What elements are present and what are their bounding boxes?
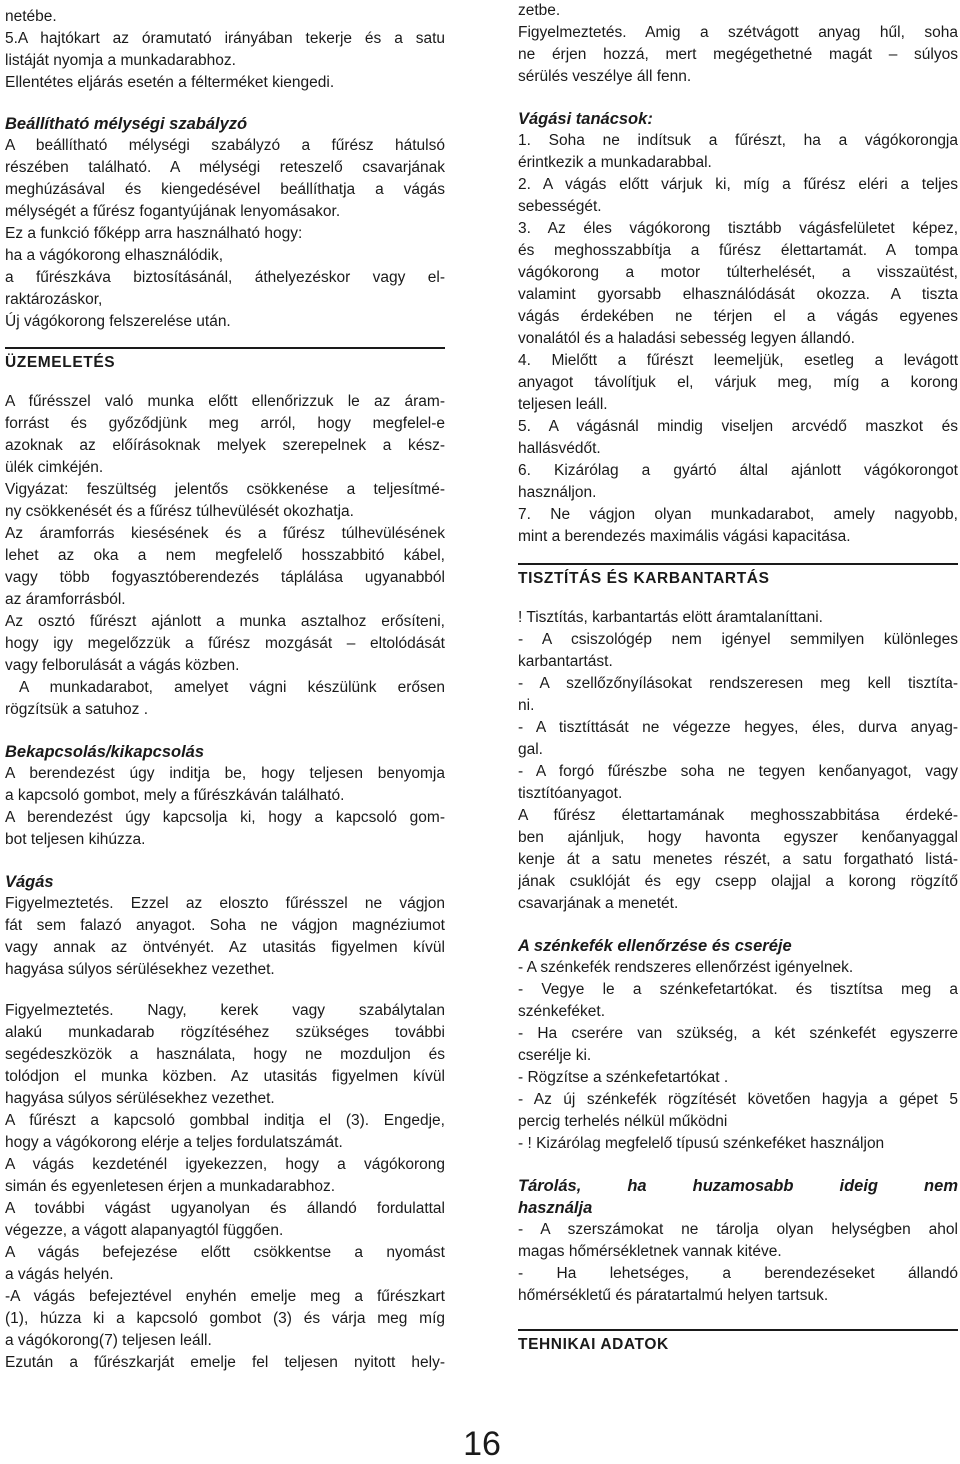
text-line: 5. A vágásnál mindig viseljen arcvédő maszkot és — [518, 418, 958, 435]
text-line: zetbe. — [518, 2, 561, 19]
text-line: tisztítóanyagot. — [518, 785, 623, 802]
text-line: - A szellőzőnyílásokat rendszeresen meg kell tisztíta- — [518, 675, 958, 692]
section-title-cutting-tips: Vágási tanácsok: — [518, 110, 653, 128]
text-line: ben ajánljuk, hogy havonta egyszer kenőanyaggal — [518, 829, 958, 846]
text-line: ! Tisztítás, karbantartás elött áramtalaníttani. — [518, 609, 823, 626]
text-line: ha a vágókorong elhasználódik, — [5, 247, 224, 264]
section-title-operation: ÜZEMELETÉS — [5, 347, 445, 374]
text-line: - ! Kizárólag megfelelő típusú szénkeféket használjon — [518, 1135, 885, 1152]
text-line: Figyelmeztetés. Ezzel az eloszto fűrésszel ne vágjon — [5, 895, 445, 912]
text-line: A berendezést úgy inditja be, hogy teljesen benyomja — [5, 765, 445, 782]
text-line: Ezután a fűrészkarját emelje fel teljesen nyitott hely- — [5, 1354, 445, 1371]
text-line: Az áramforrás kiesésének és a fűrész túlhevülésének — [5, 525, 445, 542]
text-line: alakú munkadarab rögzítéséhez szükséges további — [5, 1024, 445, 1041]
text-line: 7. Ne vágjon olyan munkadarabot, amely nagyobb, — [518, 506, 958, 523]
text-line: lehet az oka a nem megfelelő hosszabbitó kábel, — [5, 547, 445, 564]
text-line: cserélje ki. — [518, 1047, 592, 1064]
text-line: Új vágókorong felszerelése után. — [5, 313, 231, 330]
text-line: - Az új szénkefék rögzítését követően hagyja a gépet 5 — [518, 1091, 958, 1108]
text-line: ülék cimkéjén. — [5, 459, 104, 476]
text-line: részében található. A mélységi reteszelő csavarjának — [5, 159, 445, 176]
text-line: vagy felborulását a vágás közben. — [5, 657, 240, 674]
text-line: végezze, a vágott alapanyagtól függően. — [5, 1222, 284, 1239]
text-line: 5.A hajtókart az óramutató irányában tekerje és a satu — [5, 30, 445, 47]
text-line: (1), húzza ki a kapcsoló gombot (3) és várja meg míg — [5, 1310, 445, 1327]
text-line: -A vágás befejeztével enyhén emelje meg a fűrészkart — [5, 1288, 445, 1305]
text-line: mélységét a fűrész fogantyújának lenyomásakor. — [5, 203, 341, 220]
text-line: vágókorong a motor túlterhelését, a visszaütést, — [518, 264, 958, 281]
text-line: hagyása súlyos sérülésekhez vezethet. — [5, 961, 275, 978]
text-line: magas hőmérsékletnek vannak kitéve. — [518, 1243, 782, 1260]
page-number: 16 — [463, 1425, 501, 1463]
text-line: Figyelmeztetés. Nagy, kerek vagy szabálytalan — [5, 1002, 445, 1019]
text-line: ni. — [518, 697, 535, 714]
text-line: A fűrésszel való munka előtt ellenőrizzuk le az áram- — [5, 393, 445, 410]
text-line: fát sem falazó anyagot. Soha ne vágjon magnéziumot — [5, 917, 445, 934]
text-line: A vágás kezdeténél igyekezzen, hogy a vágókorong — [5, 1156, 445, 1173]
text-line: meghúzásával és kiengedésével beállíthatja a vágás — [5, 181, 445, 198]
text-line: érintkezik a munkadarabbal. — [518, 154, 712, 171]
text-line: 1. Soha ne indítsuk a fűrészt, ha a vágókorongja — [518, 132, 958, 149]
text-line: a vágókorong(7) teljesen leáll. — [5, 1332, 212, 1349]
section-title-switch: Bekapcsolás/kikapcsolás — [5, 743, 205, 761]
text-line: 6. Kizárólag a gyártó által ajánlott vágókorongot — [518, 462, 958, 479]
text-line: ny csökkenését és a fűrész túlhevülését okozhatja. — [5, 503, 354, 520]
text-line: csavarjának a menetét. — [518, 895, 679, 912]
text-line: hogy igy megelőzzük a fűrész mozgását – eltolódását — [5, 635, 445, 652]
text-line: hőmérsékletű és páratartalmú helyen tartsuk. — [518, 1287, 829, 1304]
text-line: - A csiszológép nem igényel semmilyen különleges — [518, 631, 958, 648]
section-title-cleaning-maintenance: TISZTÍTÁS ÉS KARBANTARTÁS — [518, 563, 958, 590]
text-line: teljesen leáll. — [518, 396, 608, 413]
section-title-storage-cont: használja — [518, 1199, 593, 1217]
text-line: 3. Az éles vágókorong tisztább vágásfelületet képez, — [518, 220, 958, 237]
text-line: karbantartást. — [518, 653, 613, 670]
text-line: vágás érdekében ne térjen el a vágás egyenes — [518, 308, 958, 325]
left-column — [5, 0, 445, 1374]
text-line: valamint gyorsabb elhasználódását okozza. A tiszta — [518, 286, 958, 303]
section-title-storage: Tárolás, ha huzamosabb ideig nem — [518, 1177, 958, 1195]
text-line: gal. — [518, 741, 543, 758]
text-line: szénkeféket. — [518, 1003, 606, 1020]
right-column — [518, 0, 958, 1356]
text-line: A munkadarabot, amelyet vágni készülünk erősen — [19, 679, 445, 696]
text-line: Az osztó fűrészt ajánlott a munka asztalhoz erősíteni, — [5, 613, 445, 630]
text-line: ne érjen hozzá, mert megégethetné magát – súlyos — [518, 46, 958, 63]
text-line: segédeszközök a használata, hogy ne mozduljon és — [5, 1046, 445, 1063]
text-line: A beállítható mélységi szabályzó a fűrész hátulsó — [5, 137, 445, 154]
text-line: - Vegye le a szénkefetartókat. és tisztítsa meg a — [518, 981, 958, 998]
text-line: Ez a funkció főképp arra használható hogy: — [5, 225, 303, 242]
text-line: és meghosszabbítja a fűrész élettartamát. A tompa — [518, 242, 958, 259]
section-title-depth-gauge: Beállítható mélységi szabályzó — [5, 115, 248, 133]
text-line: - A tisztíttását ne végezze hegyes, éles, durva anyag- — [518, 719, 958, 736]
text-line: a vágás helyén. — [5, 1266, 114, 1283]
text-line: a fűrészkáva biztosításánál, áthelyezéskor vagy el- — [5, 269, 445, 286]
text-line: percig terhelés nélkül működni — [518, 1113, 728, 1130]
text-line: A vágás befejezése előtt csökkentse a nyomást — [5, 1244, 445, 1261]
text-line: rögzítsük a satuhoz . — [5, 701, 149, 718]
text-line: a kapcsoló gombot, mely a fűrészkáván található. — [5, 787, 345, 804]
text-line: tolódjon el munka közben. Az utasitás figyelmen kívül — [5, 1068, 445, 1085]
text-line: anyagot távolítjuk el, várjuk meg, míg a korong — [518, 374, 958, 391]
text-line: - A szénkefék rendszeres ellenőrzést igényelnek. — [518, 959, 854, 976]
section-title-carbon-brushes: A szénkefék ellenőrzése és cseréje — [518, 937, 792, 955]
text-line: használjon. — [518, 484, 597, 501]
text-line: vonalától és a haladási sebesség legyen állandó. — [518, 330, 855, 347]
section-title-technical-data: TEHNIKAI ADATOK — [518, 1329, 958, 1356]
text-line: vagy több fogyasztóberendezés táplálása ugyanabból — [5, 569, 445, 586]
text-line: sebességét. — [518, 198, 602, 215]
text-line: kenje át a satu menetes részét, a satu forgatható listá- — [518, 851, 958, 868]
text-line: - Ha lehetséges, a berendezéseket állandó — [518, 1265, 958, 1282]
text-line: Figyelmeztetés. Amig a szétvágott anyag hűl, soha — [518, 24, 958, 41]
text-line: hagyása súlyos sérülésekhez vezethet. — [5, 1090, 275, 1107]
text-line: A fűrészt a kapcsoló gombbal inditja el (3). Engedje, — [5, 1112, 445, 1129]
text-line: sérülés veszélye áll fenn. — [518, 68, 692, 85]
text-line: - A forgó fűrészbe soha ne tegyen kenőanyagot, vagy — [518, 763, 958, 780]
text-line: hallásvédőt. — [518, 440, 601, 457]
text-line: azoknak az előírásoknak melyek szerepelnek a kész- — [5, 437, 445, 454]
text-line: az áramforrásból. — [5, 591, 126, 608]
text-line: netébe. — [5, 8, 57, 25]
text-line: vagy annak az öntvényét. Az utasitás figyelmen kívül — [5, 939, 445, 956]
text-line: forrást és győződjünk meg arról, hogy megfelel-e — [5, 415, 445, 432]
text-line: A berendezést úgy kapcsolja ki, hogy a kapcsoló gom- — [5, 809, 445, 826]
text-line: bot teljesen kihúzza. — [5, 831, 146, 848]
text-line: 4. Mielőtt a fűrészt leemeljük, esetleg a levágott — [518, 352, 958, 369]
text-line: raktározáskor, — [5, 291, 103, 308]
text-line: - A szerszámokat ne tárolja olyan helységben ahol — [518, 1221, 958, 1238]
text-line: hogy a vágókorong elérje a teljes fordulatszámát. — [5, 1134, 343, 1151]
text-line: A fűrész élettartamának meghosszabbitása érdeké- — [518, 807, 958, 824]
text-line: Vigyázat: feszültség jelentős csökkenése a teljesítmé- — [5, 481, 445, 498]
text-line: Ellentétes eljárás esetén a félterméket kiengedi. — [5, 74, 335, 91]
text-line: listáját nyomja a munkadarabhoz. — [5, 52, 236, 69]
text-line: - Rögzítse a szénkefetartókat . — [518, 1069, 729, 1086]
text-line: simán és egyenletesen érjen a munkadarabhoz. — [5, 1178, 336, 1195]
text-line: mint a berendezés maximális vágási kapacitása. — [518, 528, 851, 545]
text-line: jának csuklóját és egy csepp olajjal a korong rögzítő — [518, 873, 958, 890]
text-line: - Ha cserére van szükség, a két szénkefét egyszerre — [518, 1025, 958, 1042]
section-title-cutting: Vágás — [5, 873, 54, 891]
text-line: 2. A vágás előtt várjuk ki, míg a fűrész eléri a teljes — [518, 176, 958, 193]
text-line: A további vágást ugyanolyan és állandó fordulattal — [5, 1200, 445, 1217]
